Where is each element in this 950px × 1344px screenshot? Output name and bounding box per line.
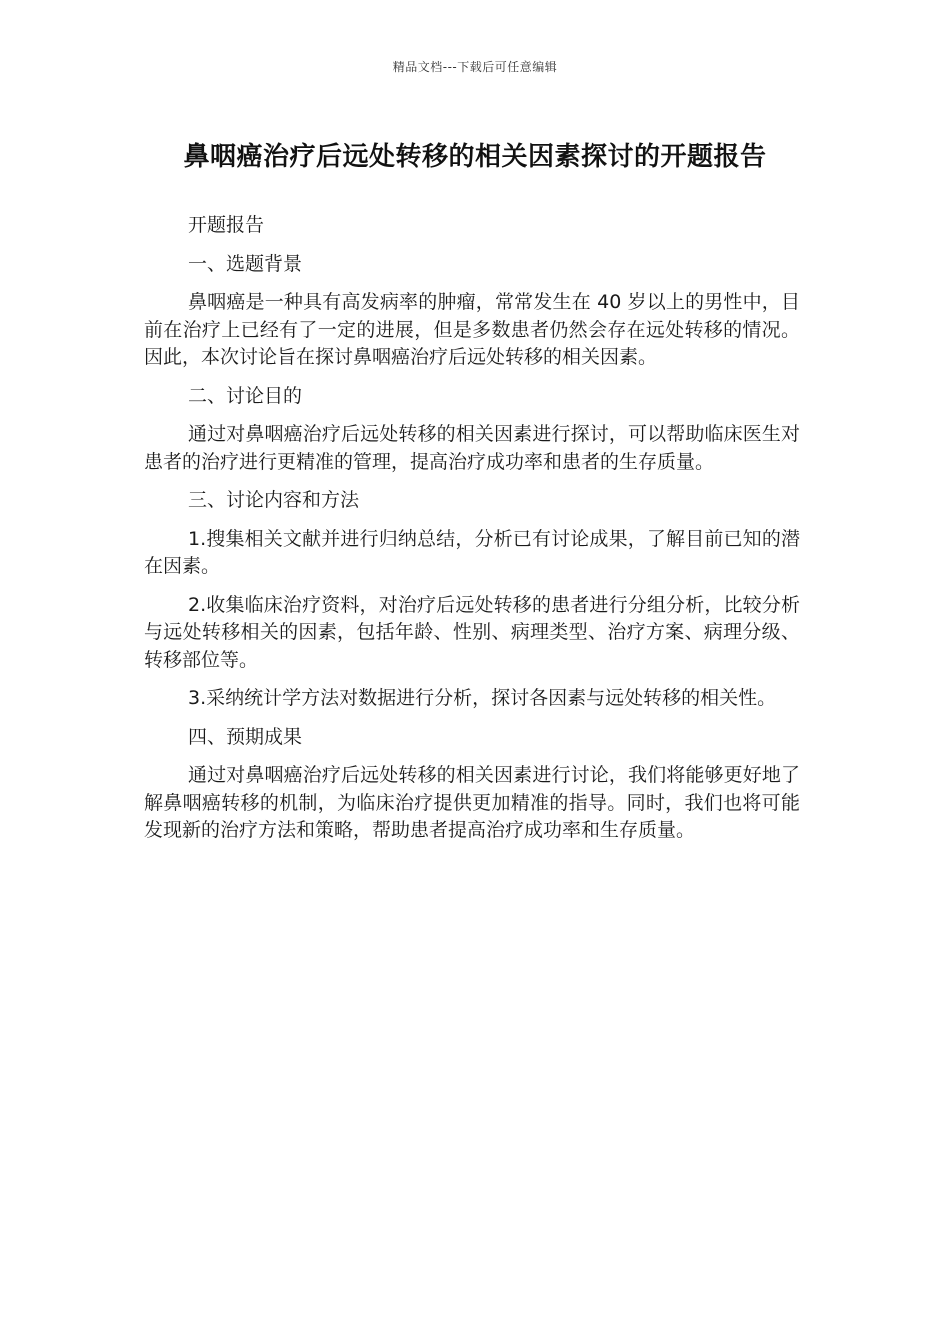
- document-body: [144, 212, 800, 856]
- paragraph-method-2: 2.收集临床治疗资料，对治疗后远处转移的患者进行分组分析，比较分析与远处转移相关的因素，包括年龄、性别、病理类型、治疗方案、病理分级、转移部位等。: [144, 593, 800, 671]
- section-heading-content-methods: 三、讨论内容和方法: [188, 489, 360, 511]
- paragraph-method-3: 3.采纳统计学方法对数据进行分析，探讨各因素与远处转移的相关性。: [188, 687, 777, 709]
- header-note: 精品文档---下载后可任意编辑: [392, 60, 558, 74]
- paragraph-method-1: 1.搜集相关文献并进行归纳总结，分析已有讨论成果，了解目前已知的潜在因素。: [144, 527, 800, 577]
- paragraph-report-label: 开题报告: [188, 214, 265, 236]
- paragraph-purpose: 通过对鼻咽癌治疗后远处转移的相关因素进行探讨，可以帮助临床医生对患者的治疗进行更精准的管理，提高治疗成功率和患者的生存质量。: [144, 423, 800, 473]
- paragraph-expected-results: 通过对鼻咽癌治疗后远处转移的相关因素进行讨论，我们将能够更好地了解鼻咽癌转移的机制，为临床治疗提供更加精准的指导。同时，我们也将可能发现新的治疗方法和策略，帮助患者提高治疗成功率和生存质量。: [144, 764, 800, 841]
- section-heading-background: 一、选题背景: [188, 252, 303, 275]
- document-title: 鼻咽癌治疗后远处转移的相关因素探讨的开题报告: [183, 142, 767, 172]
- paragraph-background: 鼻咽癌是一种具有高发病率的肿瘤，常常发生在 40 岁以上的男性中，目前在治疗上已经有了一定的进展，但是多数患者仍然会存在远处转移的情况。因此，本次讨论旨在探讨鼻咽癌治疗后远处转移的相关因素。: [144, 291, 800, 368]
- section-heading-expected-results: 四、预期成果: [188, 725, 303, 748]
- section-heading-purpose: 二、讨论目的: [188, 384, 303, 407]
